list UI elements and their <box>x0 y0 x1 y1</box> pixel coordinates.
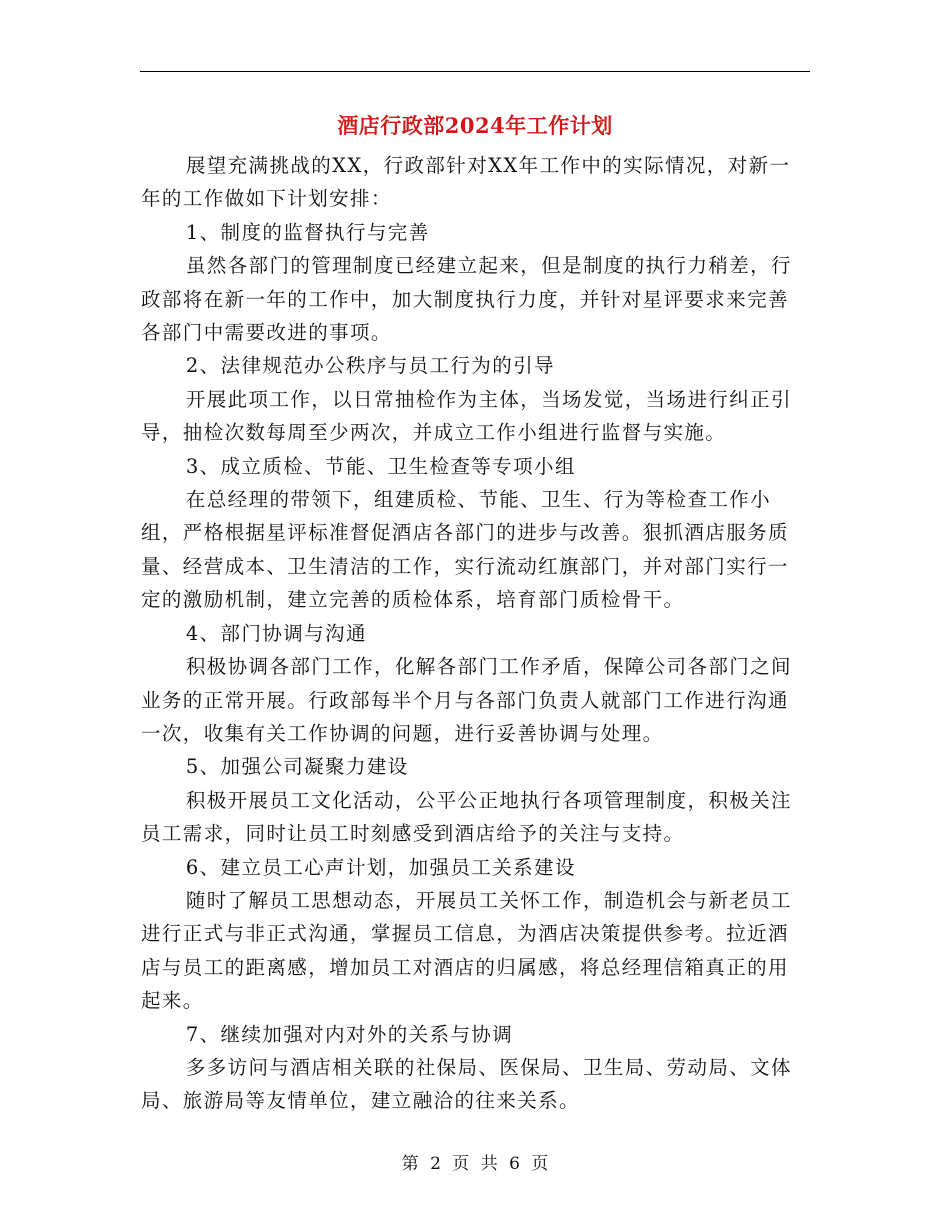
footer-ye: 页 <box>452 1154 470 1174</box>
footer-di: 第 <box>401 1154 419 1174</box>
section-heading-3: 3、成立质检、节能、卫生检查等专项小组 <box>185 454 576 478</box>
intro-paragraph: 展望充满挑战的XX，行政部针对XX年工作中的实际情况，对新一年的工作做如下计划安排： <box>141 154 791 211</box>
section-body-2: 开展此项工作，以日常抽检作为主体，当场发觉，当场进行纠正引导，抽检次数每周至少两次，并成立工作小组进行监督与实施。 <box>141 387 792 445</box>
section-heading-1: 1、制度的监督执行与完善 <box>185 220 430 244</box>
section-heading-5: 5、加强公司凝聚力建设 <box>185 755 409 779</box>
page-footer <box>0 1152 950 1176</box>
section-body-7: 多多访问与酒店相关联的社保局、医保局、卫生局、劳动局、文体局、旅游局等友情单位，建立融洽的往来关系。 <box>141 1055 792 1113</box>
section-heading-4: 4、部门协调与沟通 <box>185 621 367 645</box>
section-body-4: 积极协调各部门工作，化解各部门工作矛盾，保障公司各部门之间业务的正常开展。行政部每半个月与各部门负责人就部门工作进行沟通一次，收集有关工作协调的问题，进行妥善协调与处理。 <box>141 655 792 745</box>
footer-gong: 共 <box>480 1154 498 1174</box>
footer-total-pages: 6 <box>509 1154 520 1174</box>
section-heading-6: 6、建立员工心声计划，加强员工关系建设 <box>185 855 576 879</box>
document-body <box>141 149 809 1118</box>
section-body-5: 积极开展员工文化活动，公平公正地执行各项管理制度，积极关注员工需求，同时让员工时刻感受到酒店给予的关注与支持。 <box>141 788 792 846</box>
header-rule <box>140 71 810 72</box>
section-heading-7: 7、继续加强对内对外的关系与协调 <box>185 1022 514 1046</box>
section-heading-2: 2、法律规范办公秩序与员工行为的引导 <box>185 354 555 378</box>
section-body-6: 随时了解员工思想动态，开展员工关怀工作，制造机会与新老员工进行正式与非正式沟通，掌握员工信息，为酒店决策提供参考。拉近酒店与员工的距离感，增加员工对酒店的归属感，将总经理信箱真正的用起来。 <box>141 888 792 1013</box>
document-title: 酒店行政部2024年工作计划 <box>337 113 613 138</box>
section-body-1: 虽然各部门的管理制度已经建立起来，但是制度的执行力稍差，行政部将在新一年的工作中，加大制度执行力度，并针对星评要求来完善各部门中需要改进的事项。 <box>141 254 792 345</box>
footer-page-number: 2 <box>430 1154 441 1174</box>
footer-ye-end: 页 <box>531 1154 549 1174</box>
section-body-3: 在总经理的带领下，组建质检、节能、卫生、行为等检查工作小组，严格根据星评标准督促酒店各部门的进步与改善。狠抓酒店服务质量、经营成本、卫生清洁的工作，实行流动红旗部门，并对部门实行一定的激励机制，建立完善的质检体系，培育部门质检骨干。 <box>141 488 789 612</box>
